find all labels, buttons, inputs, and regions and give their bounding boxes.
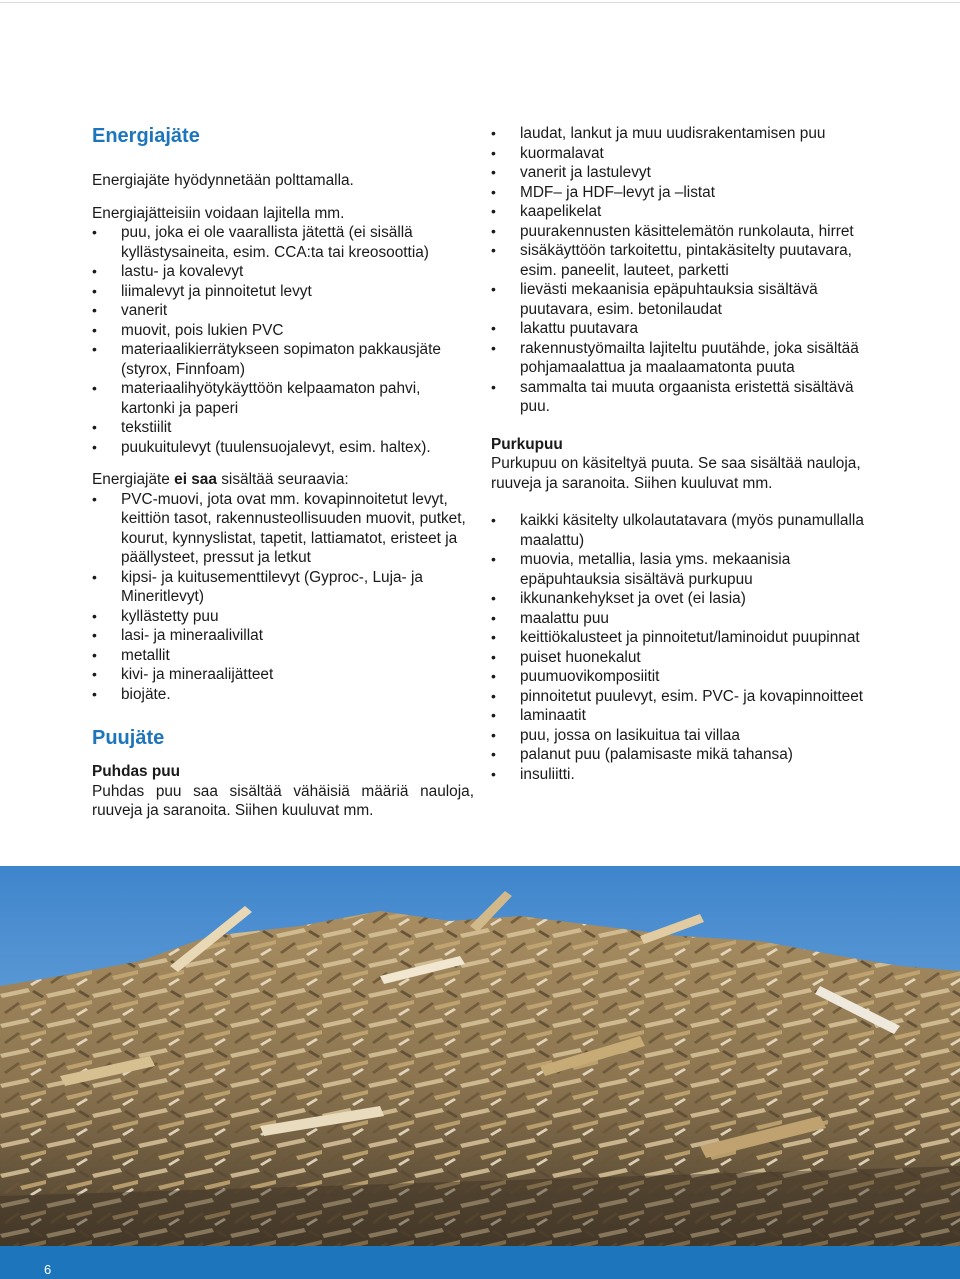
clean-wood-text: Puhdas puu saa sisältää vähäisiä määriä nauloja, ruuveja ja saranoita. Siihen kuuluvat mm. [92, 782, 474, 819]
list-item: • kipsi- ja kuitusementtilevyt (Gyproc-, Luja- ja Mineritlevyt) [92, 568, 474, 607]
list-item: • kivi- ja mineraalijätteet [92, 665, 474, 685]
list-item: • sisäkäyttöön tarkoitettu, pintakäsitelty puutavara, esim. paneelit, lauteet, parketti [491, 241, 871, 280]
list-item: • puu, jossa on lasikuitua tai villaa [491, 726, 871, 746]
demolition-wood-list [491, 511, 871, 784]
footer-bar [0, 1246, 960, 1279]
list-item: • laudat, lankut ja muu uudisrakentamisen puu [491, 124, 871, 144]
list-item: • vanerit [92, 301, 474, 321]
list-item: • kaikki käsitelty ulkolautatavara (myös punamullalla maalattu) [491, 511, 871, 550]
list-item: • puu, joka ei ole vaarallista jätettä (ei sisällä kyllästysaineita, esim. CCA:ta tai kreosoottia) [92, 223, 474, 262]
list-item: • ikkunankehykset ja ovet (ei lasia) [491, 589, 871, 609]
not-allowed-items-list [92, 490, 474, 705]
list-item: • pinnoitetut puulevyt, esim. PVC- ja kovapinnoitteet [491, 687, 871, 707]
list-item: • metallit [92, 646, 474, 666]
list-item: • sammalta tai muuta orgaanista eristettä sisältävä puu. [491, 378, 871, 417]
clean-wood-heading: Puhdas puu [92, 763, 181, 780]
top-divider [0, 2, 960, 3]
list-item: • puiset huonekalut [491, 648, 871, 668]
list-item: • maalattu puu [491, 609, 871, 629]
energy-waste-intro: Energiajäte hyödynnetään polttamalla. [92, 172, 354, 189]
list-item: • vanerit ja lastulevyt [491, 163, 871, 183]
list-item: • lastu- ja kovalevyt [92, 262, 474, 282]
right-column [491, 124, 871, 784]
list-item: • puurakennusten käsittelemätön runkolauta, hirret [491, 222, 871, 242]
list-item: • puukuitulevyt (tuulensuojalevyt, esim. haltex). [92, 438, 474, 458]
energy-waste-title: Energiajäte [92, 125, 200, 147]
list-item: • kaapelikelat [491, 202, 871, 222]
wood-waste-pile-photo [0, 866, 960, 1246]
page-number: 6 [44, 1262, 52, 1277]
list-item: • tekstiilit [92, 418, 474, 438]
clean-wood-list [491, 124, 871, 417]
list-item: • lasi- ja mineraalivillat [92, 626, 474, 646]
list-item: • kyllästetty puu [92, 607, 474, 627]
list-item: • MDF– ja HDF–levyt ja –listat [491, 183, 871, 203]
not-allowed-suffix: sisältää seuraavia: [216, 471, 349, 488]
not-allowed-intro [92, 470, 474, 490]
list-item: • muovit, pois lukien PVC [92, 321, 474, 341]
wood-waste-title: Puujäte [92, 727, 165, 749]
demolition-wood-heading: Purkupuu [491, 435, 563, 453]
list-item: • lievästi mekaanisia epäpuhtauksia sisältävä puutavara, esim. betonilaudat [491, 280, 871, 319]
list-item: • puumuovikomposiitit [491, 667, 871, 687]
list-item: • rakennustyömailta lajiteltu puutähde, joka sisältää pohjamaalattua ja maalaamatonta puuta [491, 339, 871, 378]
list-item: • muovia, metallia, lasia yms. mekaanisia epäpuhtauksia sisältävä purkupuu [491, 550, 871, 589]
list-item: • materiaalikierrätykseen sopimaton pakkausjäte (styrox, Finnfoam) [92, 340, 474, 379]
demolition-wood-text: Purkupuu on käsiteltyä puuta. Se saa sisältää nauloja, ruuveja ja saranoita. Siihen kuuluvat mm. [491, 455, 861, 492]
sorting-intro: Energiajätteisiin voidaan lajitella mm. [92, 204, 345, 222]
list-item: • biojäte. [92, 685, 474, 705]
list-item: • kuormalavat [491, 144, 871, 164]
list-item: • palanut puu (palamisaste mikä tahansa) [491, 745, 871, 765]
list-item: • laminaatit [491, 706, 871, 726]
list-item: • materiaalihyötykäyttöön kelpaamaton pahvi, kartonki ja paperi [92, 379, 474, 418]
left-column [92, 124, 474, 821]
list-item: • keittiökalusteet ja pinnoitetut/laminoidut puupinnat [491, 628, 871, 648]
list-item: • lakattu puutavara [491, 319, 871, 339]
not-allowed-emphasis: ei saa [174, 471, 217, 488]
not-allowed-prefix: Energiajäte [92, 471, 175, 488]
allowed-items-list [92, 223, 474, 457]
list-item: • PVC-muovi, jota ovat mm. kovapinnoitetut levyt, keittiön tasot, rakennusteollisuuden muovit, putket, kourut, kynnyslistat, tapetit, lattiamatot, eristeet ja päällysteet, pressut ja letkut [92, 490, 474, 568]
list-item: • liimalevyt ja pinnoitetut levyt [92, 282, 474, 302]
list-item: • insuliitti. [491, 765, 871, 785]
